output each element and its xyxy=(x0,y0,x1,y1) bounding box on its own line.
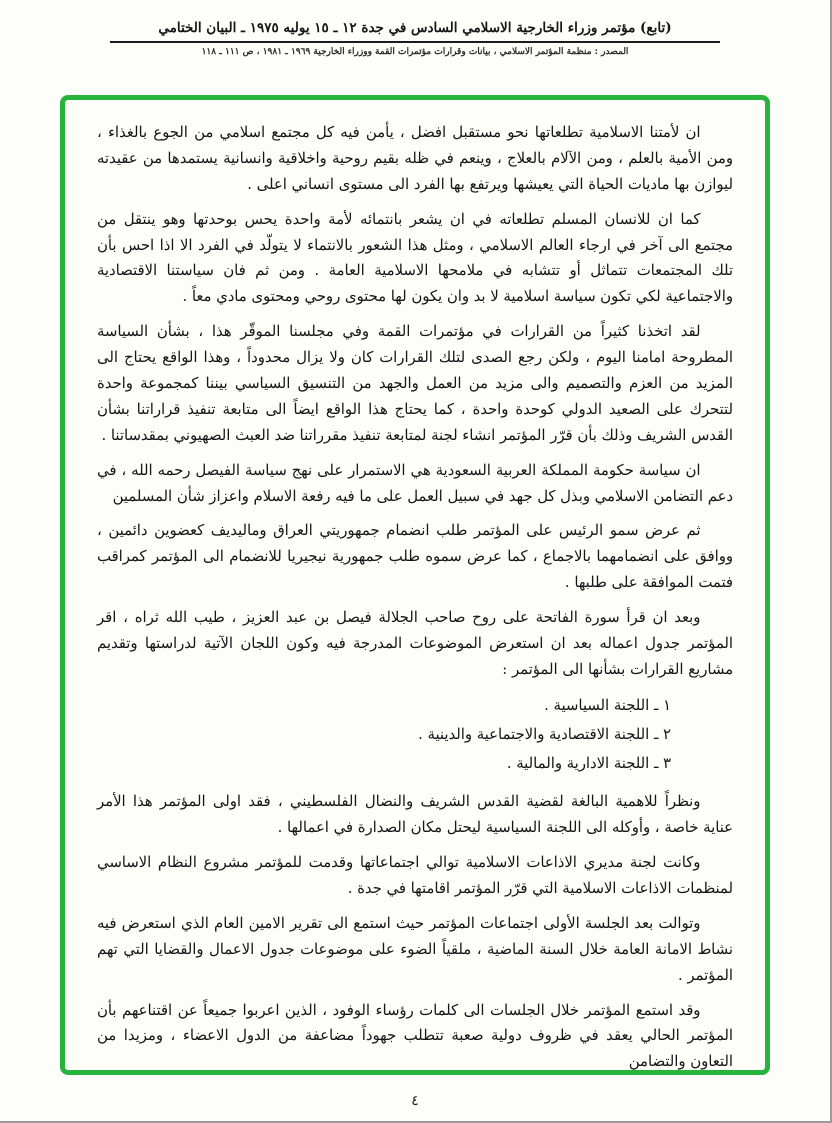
paragraph: ان لأمتنا الاسلامية تطلعاتها نحو مستقبل افضل ، يأمن فيه كل مجتمع اسلامي من الجوع بالغذاء ، ومن الأمية بالعلم ، ومن الآلام بالعلاج ، وينعم في ظله بقيم روحية واخلاقية وانسانية يستمدها من عقيدته ليوازن بها ماديات الحياة التي يعيشها ويرتفع بها الفرد الى مستوى انساني اعلى . xyxy=(97,124,733,193)
paragraph: وبعد ان قرأ سورة الفاتحة على روح صاحب الجلالة فيصل بن عبد العزيز ، طيب الله ثراه ، اقر المؤتمر جدول اعماله بعد ان استعرض الموضوعات المدرجة فيه وكون اللجان الآتية لدراستها وتقديم مشاريع القرارات بشأنها الى المؤتمر : xyxy=(97,609,733,678)
paragraph: وقد استمع المؤتمر خلال الجلسات الى كلمات رؤساء الوفود ، الذين اعربوا جميعاً عن اقتناعهم بأن المؤتمر الحالي يعقد في ظروف دولية صعبة تتطلب جهوداً مضاعفة من الدول الاعضاء ، ومزيدا من التعاون والتضامن xyxy=(97,1001,733,1071)
source-line: المصدر : منظمة المؤتمر الاسلامي ، بيانات وقرارات مؤتمرات القمة ووزراء الخارجية ١٩٦٩ ـ ١٩٨١ ، ص ١١١ ـ ١١٨ xyxy=(201,46,629,57)
list-item: ١ ـ اللجنة السياسية . xyxy=(544,696,671,714)
paragraph: ان سياسة حكومة المملكة العربية السعودية هي الاستمرار على نهج سياسة الفيصل رحمه الله ، في دعم التضامن الاسلامي وبذل كل جهد في سبيل العمل على ما فيه رفعة الاسلام واعزاز شأن المسلمين xyxy=(97,461,733,505)
list-item: ٣ ـ اللجنة الادارية والمالية . xyxy=(506,754,671,772)
paragraph: لقد اتخذنا كثيراً من القرارات في مؤتمرات القمة وفي مجلسنا الموقّر هذا ، بشأن السياسة المطروحة امامنا اليوم ، ولكن رجع الصدى لتلك القرارات كان ولا يزال محدوداً ، وهذا الواقع يحتاج الى المزيد من العزم والتصميم والى مزيد من العمل والجهد من التنسيق السياسي بيننا كمجموعة واحدة لتتحرك على الصعيد الدولي كوحدة واحدة ، كما يحتاج هذا الواقع ايضاً الى متابعة تنفيذ قراراتنا بشأن القدس الشريف وذلك بأن قرّر المؤتمر انشاء لجنة لمتابعة تنفيذ مقرراتنا ضد العبث الصهيوني بمقدساتنا . xyxy=(97,323,733,444)
header-divider xyxy=(110,41,720,43)
paragraph: ونظراً للاهمية البالغة لقضية القدس الشريف والنضال الفلسطيني ، فقد اولى المؤتمر هذا الأمر عناية خاصة ، وأوكله الى اللجنة السياسية ليحتل مكان الصدارة في اعمالها . xyxy=(97,793,733,837)
paragraph: وكانت لجنة مديري الاذاعات الاسلامية توالي اجتماعاتها وقدمت للمؤتمر مشروع النظام الاساسي لمنظمات الاذاعات الاسلامية التي قرّر المؤتمر اقامتها في جدة . xyxy=(97,854,733,898)
list-item: ٢ ـ اللجنة الاقتصادية والاجتماعية والدينية . xyxy=(418,725,671,743)
document-header xyxy=(0,0,830,57)
committee-list xyxy=(97,692,671,779)
content-frame xyxy=(60,95,770,1075)
paragraph: كما ان للانسان المسلم تطلعاته في ان يشعر بانتمائه لأمة واحدة يحس بوحدتها وهو ينتقل من مجتمع الى آخر في ارجاء العالم الاسلامي ، ومثل هذا الشعور بالانتماء لا يتولّد في الفرد الا اذا احس بأن تلك المجتمعات تتماثل أو تتشابه في ملامحها الاسلامية العامة . ومن ثم فان سياستنا الاقتصادية والاجتماعية لكي تكون سياسة اسلامية لا بد وان يكون لها محتوى روحي ومحتوى مادي معاً . xyxy=(97,210,733,306)
paragraph: ثم عرض سمو الرئيس على المؤتمر طلب انضمام جمهوريتي العراق وماليديف كعضوين دائمين ، ووافق على انضمامهما بالاجماع ، كما عرض سموه طلب جمهورية نيجيريا للانضمام الى المؤتمر كمراقب فتمت الموافقة على طلبها . xyxy=(97,522,733,592)
page-number: ٤ xyxy=(411,1093,419,1109)
header-title: (تابع) مؤتمر وزراء الخارجية الاسلامي السادس في جدة ١٢ ـ ١٥ يوليه ١٩٧٥ ـ البيان الختامي xyxy=(158,20,672,36)
paragraph: وتوالت بعد الجلسة الأولى اجتماعات المؤتمر حيث استمع الى تقرير الامين العام الذي استعرض فيه نشاط الامانة العامة خلال السنة الماضية ، ملقياً الضوء على موضوعات جدول الاعمال والقضايا التي تهم المؤتمر . xyxy=(97,914,733,984)
